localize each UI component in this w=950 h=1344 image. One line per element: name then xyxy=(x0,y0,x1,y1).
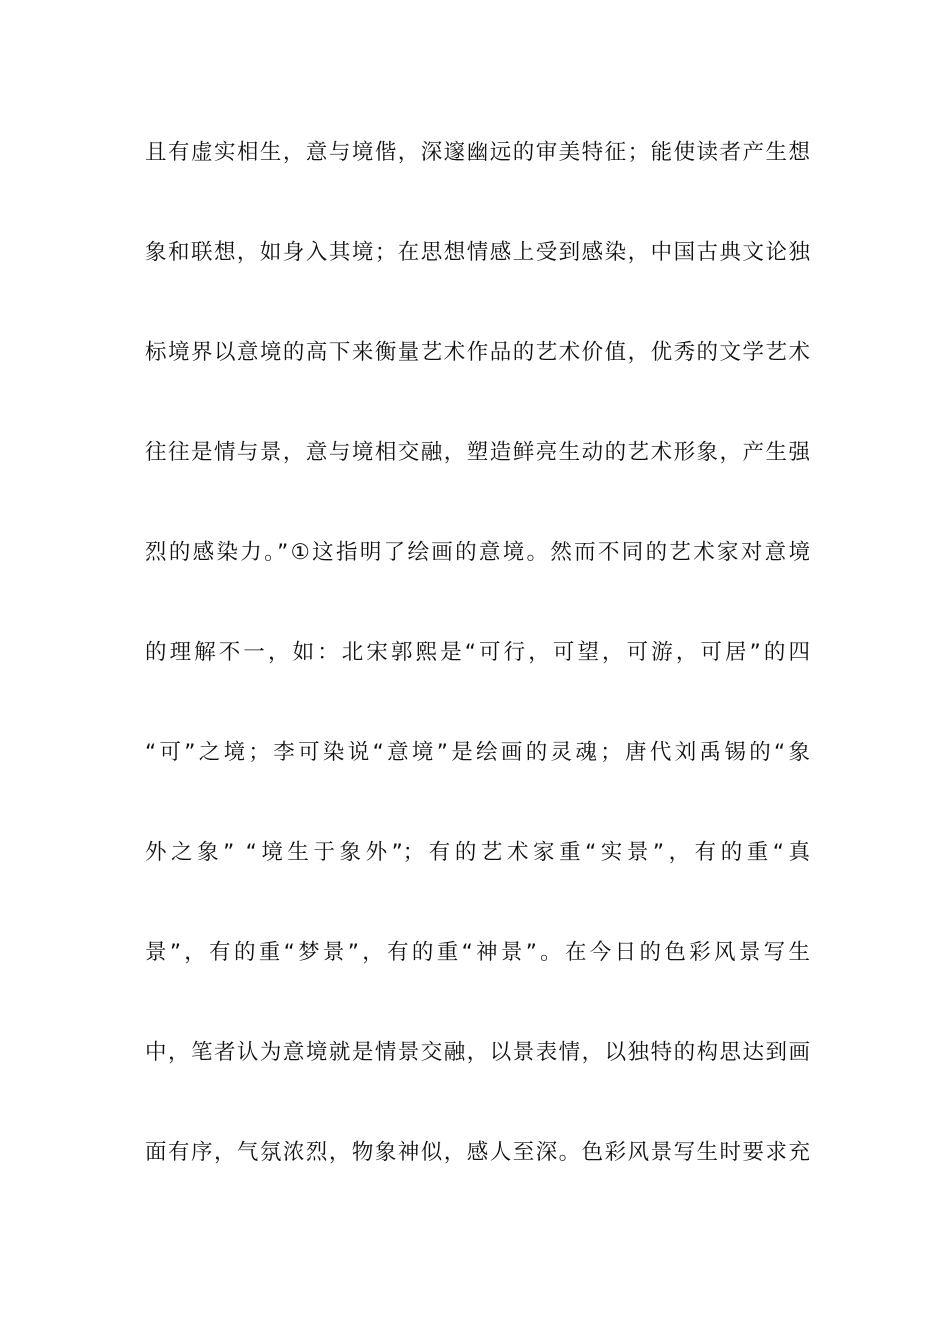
text-line: 烈的感染力。”①这指明了绘画的意境。然而不同的艺术家对意境 xyxy=(145,540,810,565)
text-line: “可”之境；李可染说“意境”是绘画的灵魂；唐代刘禹锡的“象 xyxy=(145,740,810,765)
text-line: 象和联想，如身入其境；在思想情感上受到感染，中国古典文论独 xyxy=(145,240,810,265)
text-line: 且有虚实相生，意与境偕，深邃幽远的审美特征；能使读者产生想 xyxy=(145,140,810,165)
text-line: 景”，有的重“梦景”，有的重“神景”。在今日的色彩风景写生 xyxy=(145,940,810,965)
text-line: 面有序，气氛浓烈，物象神似，感人至深。色彩风景写生时要求充 xyxy=(145,1140,810,1165)
text-line: 标境界以意境的高下来衡量艺术作品的艺术价值，优秀的文学艺术 xyxy=(145,340,810,365)
body-text xyxy=(145,132,810,1232)
text-line: 中，笔者认为意境就是情景交融，以景表情，以独特的构思达到画 xyxy=(145,1040,810,1065)
text-line: 外之象” “境生于象外”；有的艺术家重“实景”，有的重“真 xyxy=(145,840,810,865)
text-line: 往往是情与景，意与境相交融，塑造鲜亮生动的艺术形象，产生强 xyxy=(145,440,810,465)
text-line: 的理解不一，如：北宋郭熙是“可行，可望，可游，可居”的四 xyxy=(145,640,810,665)
